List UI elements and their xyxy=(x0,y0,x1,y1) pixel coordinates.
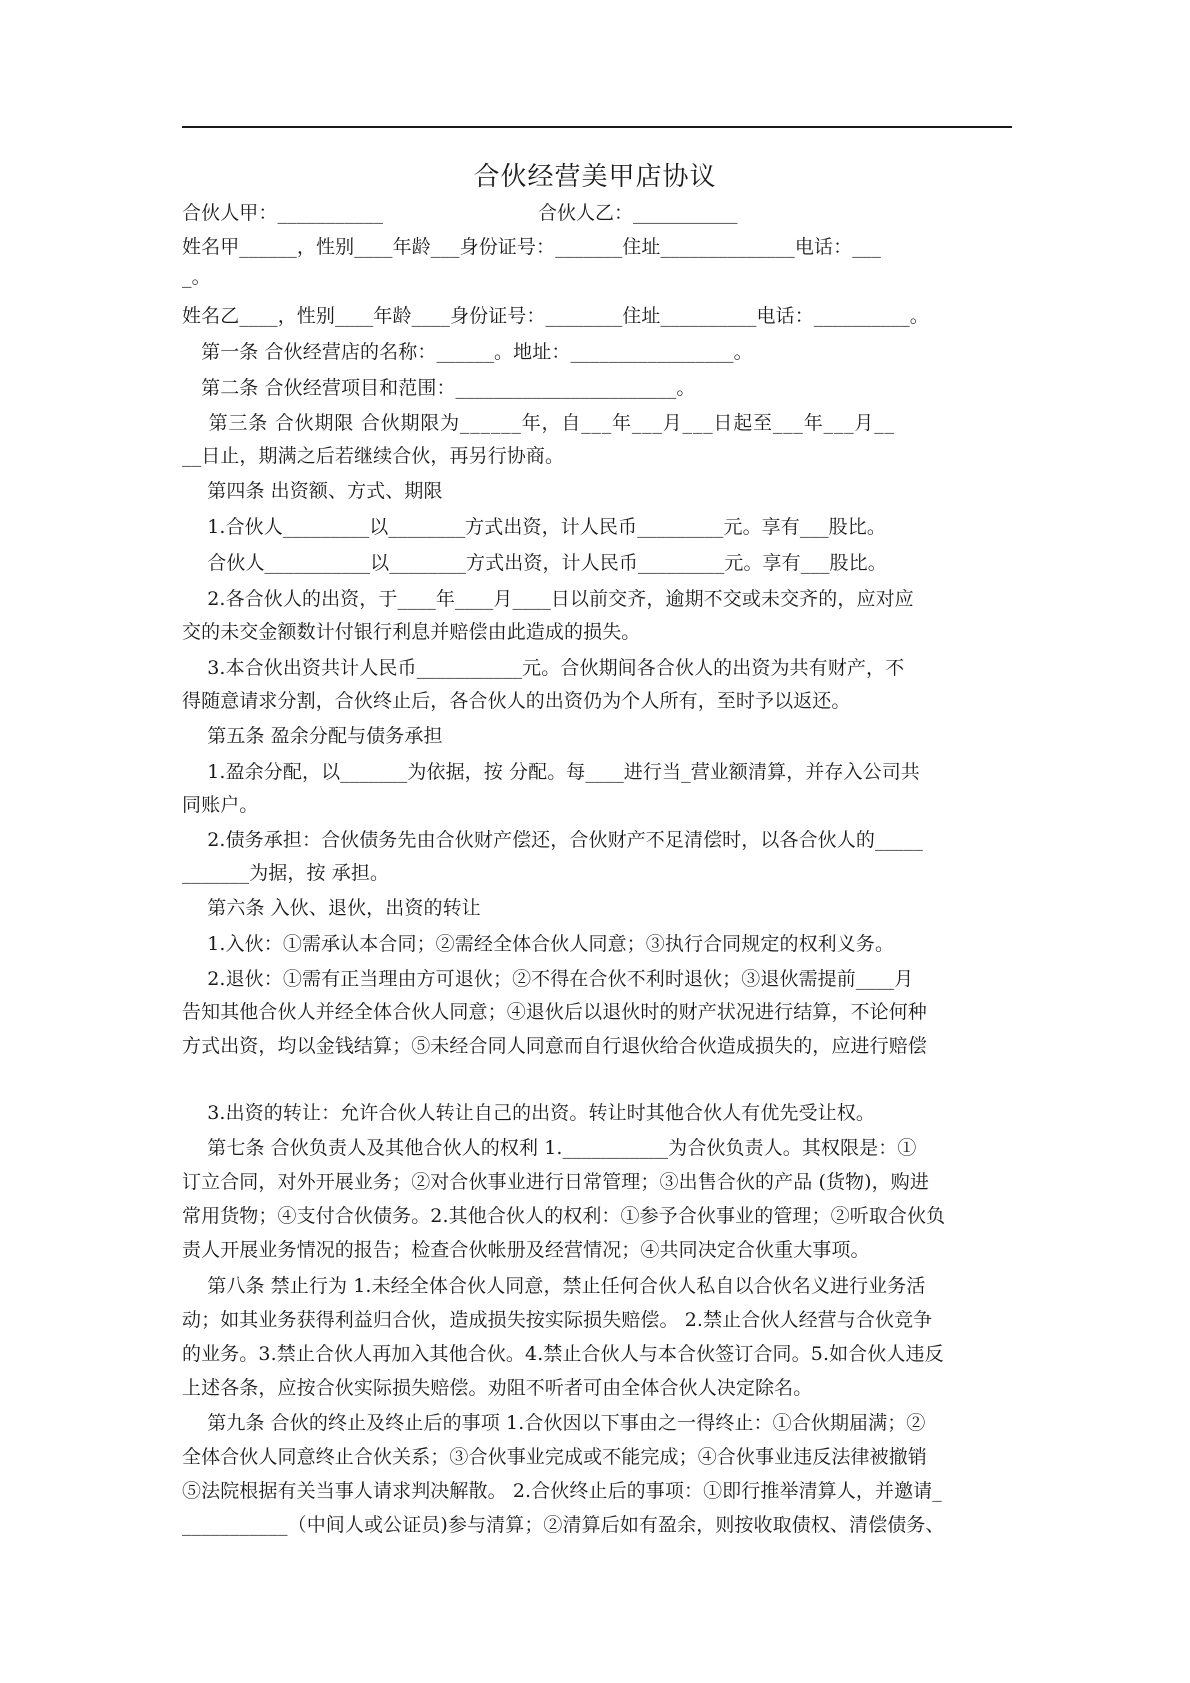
document-line: 姓名乙____，性别____年龄____身份证号：________住址__________电话：__________。 xyxy=(182,305,929,327)
document-line: 第四条 出资额、方式、期限 xyxy=(182,480,443,502)
document-line: 第八条 禁止行为 1.未经全体合伙人同意，禁止任何合伙人私自以合伙名义进行业务活 xyxy=(182,1275,926,1297)
document-line: 上述各条，应按合伙实际损失赔偿。劝阻不听者可由全体合伙人决定除名。 xyxy=(182,1377,813,1399)
document-line: 第二条 合伙经营项目和范围：_______________________。 xyxy=(182,377,696,399)
document-line: 第三条 合伙期限 合伙期限为______年，自___年___月___日起至___年___月__ xyxy=(182,412,895,434)
document-line: 的业务。3.禁止合伙人再加入其他合伙。4.禁止合伙人与本合伙签订合同。5.如合伙人违反 xyxy=(182,1343,944,1365)
document-line: 告知其他合伙人并经全体合伙人同意；④退伙后以退伙时的财产状况进行结算，不论何种 xyxy=(182,1001,927,1023)
document-line: 方式出资，均以金钱结算；⑤未经合同人同意而自行退伙给合伙造成损失的，应进行赔偿 xyxy=(182,1035,927,1057)
document-line: 3.出资的转让：允许合伙人转让自己的出资。转让时其他合伙人有优先受让权。 xyxy=(182,1102,875,1124)
document-line: 订立合同，对外开展业务；②对合伙事业进行日常管理；③出售合伙的产品 (货物)，购进 xyxy=(182,1171,929,1193)
document-line: 动；如其业务获得利益归合伙，造成损失按实际损失赔偿。 2.禁止合伙人经营与合伙竞争 xyxy=(182,1309,933,1331)
document-line: _。 xyxy=(182,266,211,288)
document-line: 2.各合伙人的出资，于____年____月____日以前交齐，逾期不交或未交齐的，应对应 xyxy=(182,588,914,610)
document-line: __日止，期满之后若继续合伙，再另行协商。 xyxy=(182,445,565,467)
document-line: ⑤法院根据有关当事人请求判决解散。 2.合伙终止后的事项：①即行推举清算人，并邀请_ xyxy=(182,1480,942,1502)
document-line: 第一条 合伙经营店的名称：______。地址：_________________。 xyxy=(182,341,753,363)
document-title: 合伙经营美甲店协议 xyxy=(473,162,717,192)
document-line: 第九条 合伙的终止及终止后的事项 1.合伙因以下事由之一得终止：①合伙期届满；② xyxy=(182,1412,926,1434)
document-line: 第七条 合伙负责人及其他合伙人的权利 1.___________为合伙负责人。其权限是：① xyxy=(182,1137,917,1159)
document-line: 姓名甲______，性别____年龄___身份证号：_______住址______________电话：___ xyxy=(182,236,882,258)
partner-b-field: 合伙人乙：___________ xyxy=(538,202,738,224)
document-line: 合伙人___________以________方式出资，计人民币_________元。享有___股比。 xyxy=(182,552,887,574)
document-line: _______为据，按 承担。 xyxy=(182,862,390,884)
document-line: 交的未交金额数计付银行利息并赔偿由此造成的损失。 xyxy=(182,621,641,643)
partner-a-field: 合伙人甲：___________ xyxy=(182,202,384,224)
header-rule xyxy=(182,126,1012,128)
document-line: ___________（中间人或公证员)参与清算；②清算后如有盈余，则按收取债权、清偿债务、 xyxy=(182,1514,945,1536)
document-line: 全体合伙人同意终止合伙关系；③合伙事业完成或不能完成；④合伙事业违反法律被撤销 xyxy=(182,1446,927,1468)
document-line: 2.退伙：①需有正当理由方可退伙；②不得在合伙不利时退伙；③退伙需提前____月 xyxy=(182,968,914,990)
document-line: 2.债务承担：合伙债务先由合伙财产偿还，合伙财产不足清偿时，以各合伙人的_____ xyxy=(182,829,923,851)
document-line: 得随意请求分割，合伙终止后，各合伙人的出资仍为个人所有，至时予以返还。 xyxy=(182,690,851,712)
document-line: 3.本合伙出资共计人民币___________元。合伙期间各合伙人的出资为共有财产，不 xyxy=(182,657,905,679)
document-line: 1.盈余分配，以_______为依据，按 分配。每____进行当_营业额清算，并存入公司共 xyxy=(182,761,920,783)
document-line: 1.合伙人_________以________方式出资，计人民币_________元。享有___股比。 xyxy=(182,516,886,538)
document-line: 同账户。 xyxy=(182,794,259,816)
document-line: 第六条 入伙、退伙，出资的转让 xyxy=(182,897,481,919)
document-line: 责人开展业务情况的报告；检查合伙帐册及经营情况；④共同决定合伙重大事项。 xyxy=(182,1239,870,1261)
document-line: 1.入伙：①需承认本合同；②需经全体合伙人同意；③执行合同规定的权利义务。 xyxy=(182,933,895,955)
document-line: 常用货物；④支付合伙债务。2.其他合伙人的权利：①参予合伙事业的管理；②听取合伙负 xyxy=(182,1205,946,1227)
document-line: 第五条 盈余分配与债务承担 xyxy=(182,725,443,747)
